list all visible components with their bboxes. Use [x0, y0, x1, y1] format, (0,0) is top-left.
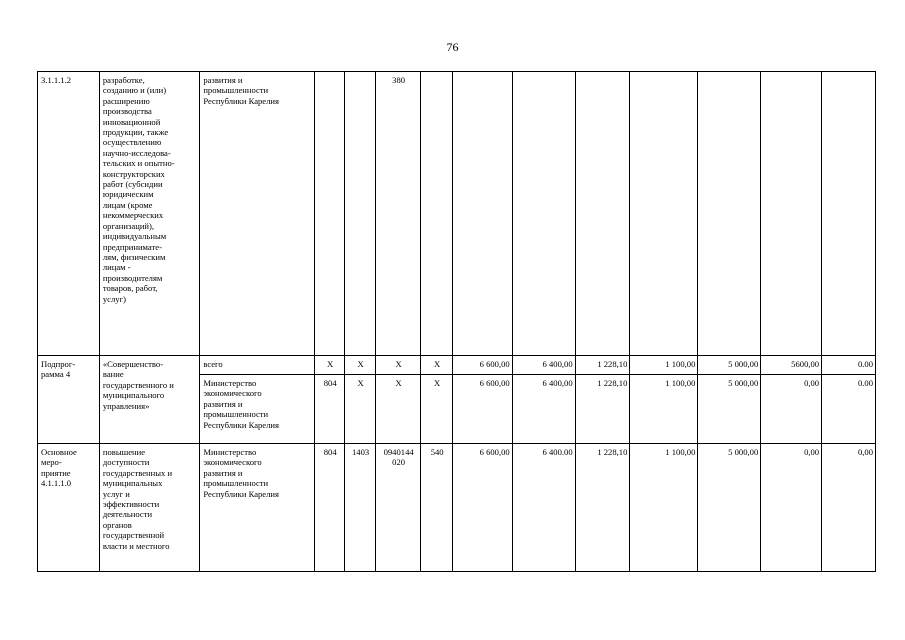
row-csr: 0940144 020	[375, 444, 421, 572]
row-value: 6 400,00	[512, 356, 575, 375]
row-rzpr: Х	[345, 375, 375, 444]
row-name: «Совершенство- вание государственного и муниципального управления»	[99, 356, 199, 444]
row-executor: всего	[200, 356, 315, 375]
table-row	[38, 444, 876, 572]
page-number: 76	[446, 40, 459, 54]
row-value: 6 600,00	[452, 444, 512, 572]
row-value: 0.00	[822, 356, 876, 375]
row-value: 1 100,00	[630, 375, 698, 444]
row-value	[761, 72, 822, 356]
row-executor: Министерство экономического развития и промышленности Республики Карелия	[200, 444, 315, 572]
row-code: 3.1.1.1.2	[38, 72, 100, 356]
row-value	[630, 72, 698, 356]
row-value: 6 400,00	[512, 375, 575, 444]
row-value: 5600,00	[761, 356, 822, 375]
table-row	[38, 356, 876, 375]
row-value	[698, 72, 761, 356]
row-vr: 540	[421, 444, 452, 572]
row-value: 1 228,10	[575, 444, 630, 572]
row-vr: Х	[421, 356, 452, 375]
budget-table	[37, 71, 876, 572]
row-executor: развития и промышленности Республики Карелия	[200, 72, 315, 356]
row-value: 5 000,00	[698, 375, 761, 444]
row-csr: 380	[375, 72, 421, 356]
row-grbs: Х	[314, 356, 344, 375]
row-name: повышение доступности государственных и муниципальных услуг и эффективности деятельности органов государственной власти и местного	[99, 444, 199, 572]
row-value: 1 228,10	[575, 375, 630, 444]
row-rzpr: Х	[345, 356, 375, 375]
row-csr: Х	[375, 356, 421, 375]
row-value: 5 000,00	[698, 356, 761, 375]
row-csr: Х	[375, 375, 421, 444]
row-value: 0,00	[822, 444, 876, 572]
table-row	[38, 72, 876, 356]
row-vr	[421, 72, 452, 356]
row-value: 1 100,00	[630, 444, 698, 572]
row-value: 6 600,00	[452, 356, 512, 375]
row-grbs	[314, 72, 344, 356]
row-value: 6 600,00	[452, 375, 512, 444]
row-value: 0,00	[761, 375, 822, 444]
row-vr: Х	[421, 375, 452, 444]
row-value: 0,00	[761, 444, 822, 572]
row-rzpr	[345, 72, 375, 356]
row-value	[452, 72, 512, 356]
row-rzpr: 1403	[345, 444, 375, 572]
row-value: 5 000,00	[698, 444, 761, 572]
row-code: Основное меро- приятие 4.1.1.1.0	[38, 444, 100, 572]
row-value: 1 100,00	[630, 356, 698, 375]
row-executor: Министерство экономического развития и промышленности Республики Карелия	[200, 375, 315, 444]
row-value: 6 400.00	[512, 444, 575, 572]
row-value: 0.00	[822, 375, 876, 444]
row-value: 1 228,10	[575, 356, 630, 375]
row-grbs: 804	[314, 375, 344, 444]
row-code: Подпрог- рамма 4	[38, 356, 100, 444]
row-grbs: 804	[314, 444, 344, 572]
row-value	[822, 72, 876, 356]
row-name: разработке, созданию и (или) расширению производства инновационной продукции, также осуществлению научно-исследова- тельских и опытно- конструкторских работ (субсидии юридическим лицам (кроме некоммерческих организаций), индивидуальным предпринимате- лям, физическим лицам - производителям товаров, работ, услуг)	[99, 72, 199, 356]
row-value	[512, 72, 575, 356]
row-value	[575, 72, 630, 356]
